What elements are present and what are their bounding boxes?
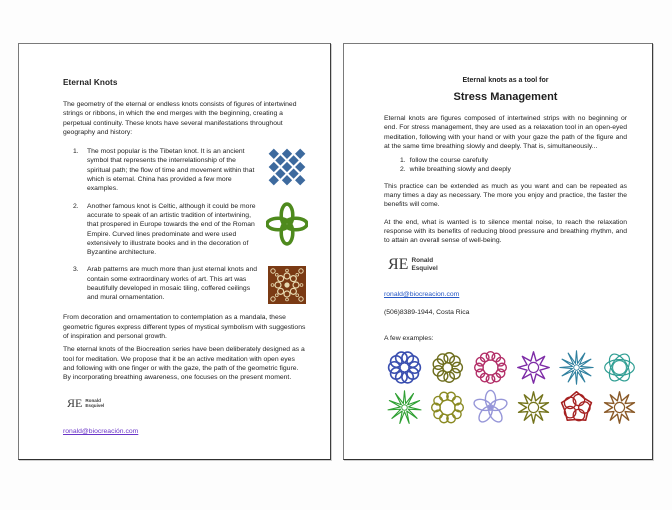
page-1 <box>18 43 331 460</box>
signature-last-name: Esquivel <box>85 403 105 409</box>
list-item-celtic <box>73 202 308 258</box>
signature-name <box>85 398 104 409</box>
knot-example-1 <box>386 349 423 386</box>
page2-title: Stress Management <box>453 91 558 103</box>
page2-paragraph-1: Eternal knots are figures composed of intertwined strips with no beginning or end. For stress management, they are used as a relaxation tool in an open-eyed meditation, following with your hand or with your gaze the path of the figure and at the same time breathing slowly and deeply. That is, simultaneously... <box>384 115 627 150</box>
page1-knot-list <box>73 147 308 305</box>
list-item-text: Another famous knot is Celtic, although it could be more accurate to speak of an artistic tradition of intertwining, that prospered in Europe towards the end of the Roman Empire. Curved lines predominate and were used extensively to illustrate books and in the decoration of Byzantine architecture. <box>87 202 256 257</box>
page1-paragraph-biocreation: The eternal knots of the Biocreation series have been deliberately designed as a tool for meditation. We propose that it be an active meditation with open eyes and following with one finger or with the gaze, the path of the geometric figure. By incorporating breathing awareness, one focuses on the present moment. <box>63 346 305 382</box>
step-text: follow the course carefully <box>409 157 488 165</box>
knot-example-9 <box>472 389 509 426</box>
signature-monogram-icon: ЯE <box>388 255 409 273</box>
page2-paragraph-2: This practice can be extended as much as you want and can be repeated as many times a day as necessary. The more you enjoy and practice, the faster the benefits will come. <box>384 182 627 209</box>
celtic-knot-image <box>266 202 308 258</box>
knot-example-7 <box>386 389 423 426</box>
email-link-page1[interactable]: ronald@biocreación.com <box>63 427 139 435</box>
page1-paragraph-mandala: From decoration and ornamentation to contemplation as a mandala, these geometric figures express different types of mystical symbolism with suggestions of inspiration and personal growth. <box>63 314 306 341</box>
page1-title: Eternal Knots <box>63 78 118 87</box>
signature-logo <box>67 396 308 411</box>
knot-example-2 <box>429 349 466 386</box>
signature-monogram-icon: ЯE <box>67 395 83 410</box>
step-text: while breathing slowly and deeply <box>409 166 511 174</box>
knot-example-8 <box>429 389 466 426</box>
list-number: 2. <box>73 202 79 210</box>
list-item-text: Arab patterns are much more than just eternal knots and contain some extraordinary works of art. This art was beautifully developed in mosaic tiling, coffered ceilings and mural ornamentation. <box>87 266 258 302</box>
knot-example-12 <box>601 389 638 426</box>
arab-mosaic-image <box>266 265 308 305</box>
tibetan-knot-image <box>266 147 308 193</box>
signature-first-name: Ronald <box>411 257 434 265</box>
step-item <box>400 165 627 174</box>
knot-example-10 <box>515 389 552 426</box>
page1-intro-paragraph: The geometry of the eternal or endless knots consists of figures of intertwined strings or ribbons, in which the end merges with the beginning, creating a perpetual continuity. These knots have several manifestations throughout geography and history: <box>63 101 297 136</box>
list-number: 3. <box>73 266 79 274</box>
page2-steps-list <box>400 156 627 175</box>
knot-examples-grid <box>386 349 624 426</box>
list-number: 1. <box>73 148 79 156</box>
step-number: 2. <box>400 166 406 174</box>
page2-kicker: Eternal knots as a tool for <box>462 77 549 84</box>
email-link-page2[interactable]: ronald@biocreacion.com <box>384 290 460 298</box>
signature-name <box>411 257 437 271</box>
signature-last-name: Esquivel <box>411 264 438 272</box>
list-item-arab <box>73 265 308 305</box>
phone-number: (506)8389-1944, Costa Rica <box>384 308 470 316</box>
signature-logo <box>388 256 627 274</box>
page-2 <box>343 43 653 460</box>
signature-first-name: Ronald <box>85 397 101 403</box>
step-number: 1. <box>400 157 406 165</box>
examples-label: A few examples: <box>384 334 434 342</box>
knot-example-4 <box>515 349 552 386</box>
page2-paragraph-3: At the end, what is wanted is to silence mental noise, to reach the relaxation response with its benefits of reducing blood pressure and breathing rhythm, and to attain an overall sense of well-being. <box>384 218 627 245</box>
knot-example-3 <box>472 349 509 386</box>
list-item-text: The most popular is the Tibetan knot. It is an ancient symbol that represents the interrelationship of the spiritual path; the flow of time and movement within that which is eternal. China has provided a few more examples. <box>87 148 255 193</box>
step-item <box>400 156 627 165</box>
knot-example-11 <box>558 389 595 426</box>
list-item-tibetan <box>73 147 308 193</box>
knot-example-6 <box>601 349 638 386</box>
knot-example-5 <box>558 349 595 386</box>
